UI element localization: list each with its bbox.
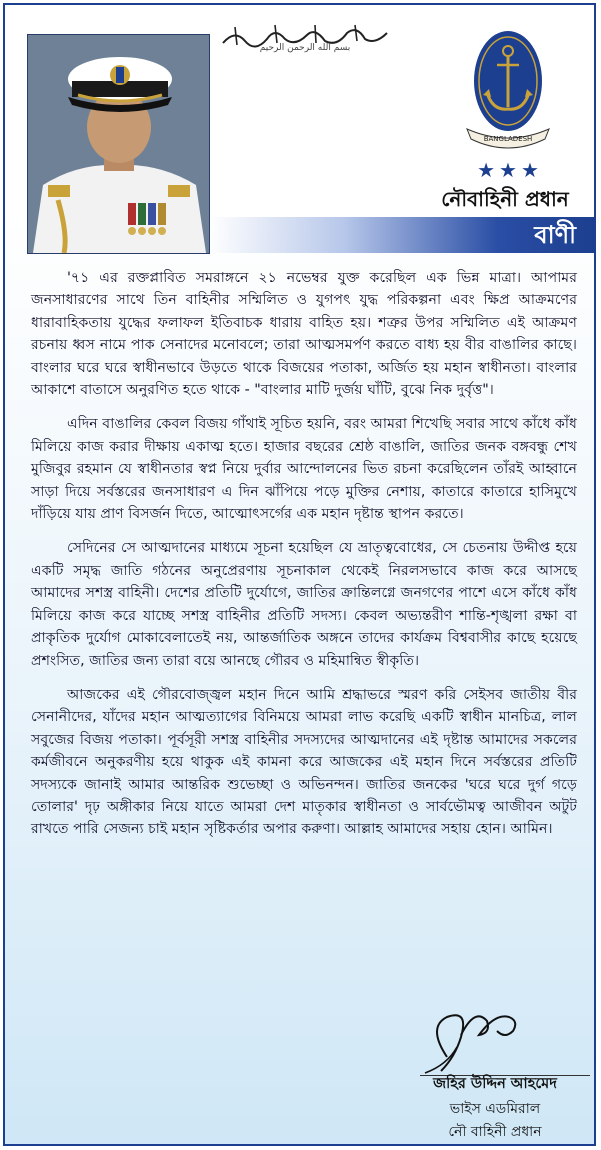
rank-stars: ★★★ [477,158,543,182]
section-label: বাণী [534,221,576,249]
message-paragraph: '৭১ এর রক্তপ্লাবিত সমরাঙ্গনে ২১ নভেম্বর যুক্ত করেছিল এক ভিন্ন মাত্রা। আপামর জনসাধারণের সাথে তিন বাহিনীর সম্মিলিত ও যুগপৎ যুদ্ধ পরিকল্পনা এবং ক্ষিপ্র আক্রমণের ধারাবাহিকতায় যুদ্ধের ফলাফল ইতিবাচক ধারায় বাহিত হয়। শত্রুর উপর সম্মিলিত এই আক্রমণ রচনায় ধ্বস নামে পাক সেনাদের মনোবলে; তারা আত্মসমর্পণ করতে বাধ্য হয় বীর বাঙালির কাছে। বাংলার ঘরে ঘরে স্বাধীনভাবে উড়তে থাকে বিজয়ের পতাকা, অর্জিত হয় মহান স্বাধীনতা। বাংলার আকাশে বাতাসে অনুরণিত হতে থাকে - "বাংলার মাটি দুর্জয় ঘাঁটি, বুঝে নিক দুর্বৃত্ত"। [31,270,577,399]
signatory-post: নৌ বাহিনী প্রধান [448,1124,542,1140]
section-band [210,217,594,253]
message-card [3,3,596,1146]
bismillah-calligraphy [215,19,395,53]
message-paragraph: সেদিনের সে আত্মদানের মাধ্যমে সূচনা হয়েছিল যে ভ্রাতৃত্ববোধের, সে চেতনায় উদ্দীপ্ত হয়ে একটি সমৃদ্ধ জাতি গঠনের অনুপ্রেরণায় সূচনাকাল থেকেই নিরলসভাবে কাজ করে আসছে আমাদের সশস্ত্র বাহিনী। দেশের প্রতিটি দুর্যোগে, জাতির ক্রান্তিলগ্নে জনগণের পাশে এসে কাঁধে কাঁধ মিলিয়ে কাজ করে যাচ্ছে সশস্ত্র বাহিনীর প্রতিটি সদস্য। কেবল অভ্যন্তরীণ শান্তি-শৃঙ্খলা রক্ষা বা প্রাকৃতিক দুর্যোগ মোকাবেলাতেই নয়, আন্তর্জাতিক অঙ্গনে তাদের কার্যক্রম বিশ্ববাসীর কাছে হয়েছে প্রশংসিত, জাতির জন্য তারা বয়ে আনছে গৌরব ও মহিমান্বিত স্বীকৃতি। [31,540,577,669]
message-paragraph: এদিন বাঙালির কেবল বিজয় গাঁথাই সূচিত হয়নি, বরং আমরা শিখেছি সবার সাথে কাঁধে কাঁধ মিলিয়ে কাজ করার দীক্ষায় একাত্ম হতে। হাজার বছরের শ্রেষ্ঠ বাঙালি, জাতির জনক বঙ্গবন্ধু শেখ মুজিবুর রহমান যে স্বাধীনতার স্বপ্ন নিয়ে দুর্বার আন্দোলনের ভিত রচনা করেছিলেন তাঁরই আহ্বানে সাড়া দিয়ে সর্বস্তরের জনসাধারণ এ দিন ঝাঁপিয়ে পড়ে মুক্তির নেশায়, কাতারে কাতারে হাসিমুখে দাঁড়িয়ে যায় প্রাণ বিসর্জন দিতে, আত্মোৎসর্গের এক মহান দৃষ্টান্ত স্থাপন করতে। [31,416,577,523]
signature-image [417,987,537,1077]
emblem-ring-text: BANGLADESH [483,135,533,143]
bismillah-text: بسم الله الرحمن الرحيم [259,43,351,53]
signatory-rank: ভাইস এডমিরাল [449,1101,541,1117]
chief-portrait [27,34,210,254]
signatory-name: জহির উদ্দিন আহমেদ [433,1076,557,1092]
navy-emblem [463,25,553,155]
message-paragraph: আজকের এই গৌরবোজ্জ্বল মহান দিনে আমি শ্রদ্ধাভরে স্মরণ করি সেইসব জাতীয় বীর সেনানীদের, যাঁদের মহান আত্মত্যাগের বিনিময়ে আমরা লাভ করেছি একটি স্বাধীন মানচিত্র, লাল সবুজের বিজয় পতাকা। পূর্বসূরী সশস্ত্র বাহিনীর সদস্যদের আত্মদানের এই দৃষ্টান্ত আমাদের সকলের কর্মজীবনে অনুকরণীয় হয়ে থাকুক এই কামনা করে আজকের এই মহান দিনে সর্বস্তরের প্রতিটি সদস্যকে জানাই আমার আন্তরিক শুভেচ্ছা ও অভিনন্দন। জাতির জনকের 'ঘরে ঘরে দুর্গ গড়ে তোলার' দৃঢ় অঙ্গীকার নিয়ে যাতে আমরা দেশ মাতৃকার স্বাধীনতা ও সার্বভৌমত্ব আজীবন অটুট রাখতে পারি সেজন্য চাই মহান সৃষ্টিকর্তার অপার করুণা। আল্লাহ আমাদের সহায় হোন। আমিন। [31,686,577,838]
page-title: নৌবাহিনী প্রধান [441,187,569,211]
message-body [31,267,577,853]
